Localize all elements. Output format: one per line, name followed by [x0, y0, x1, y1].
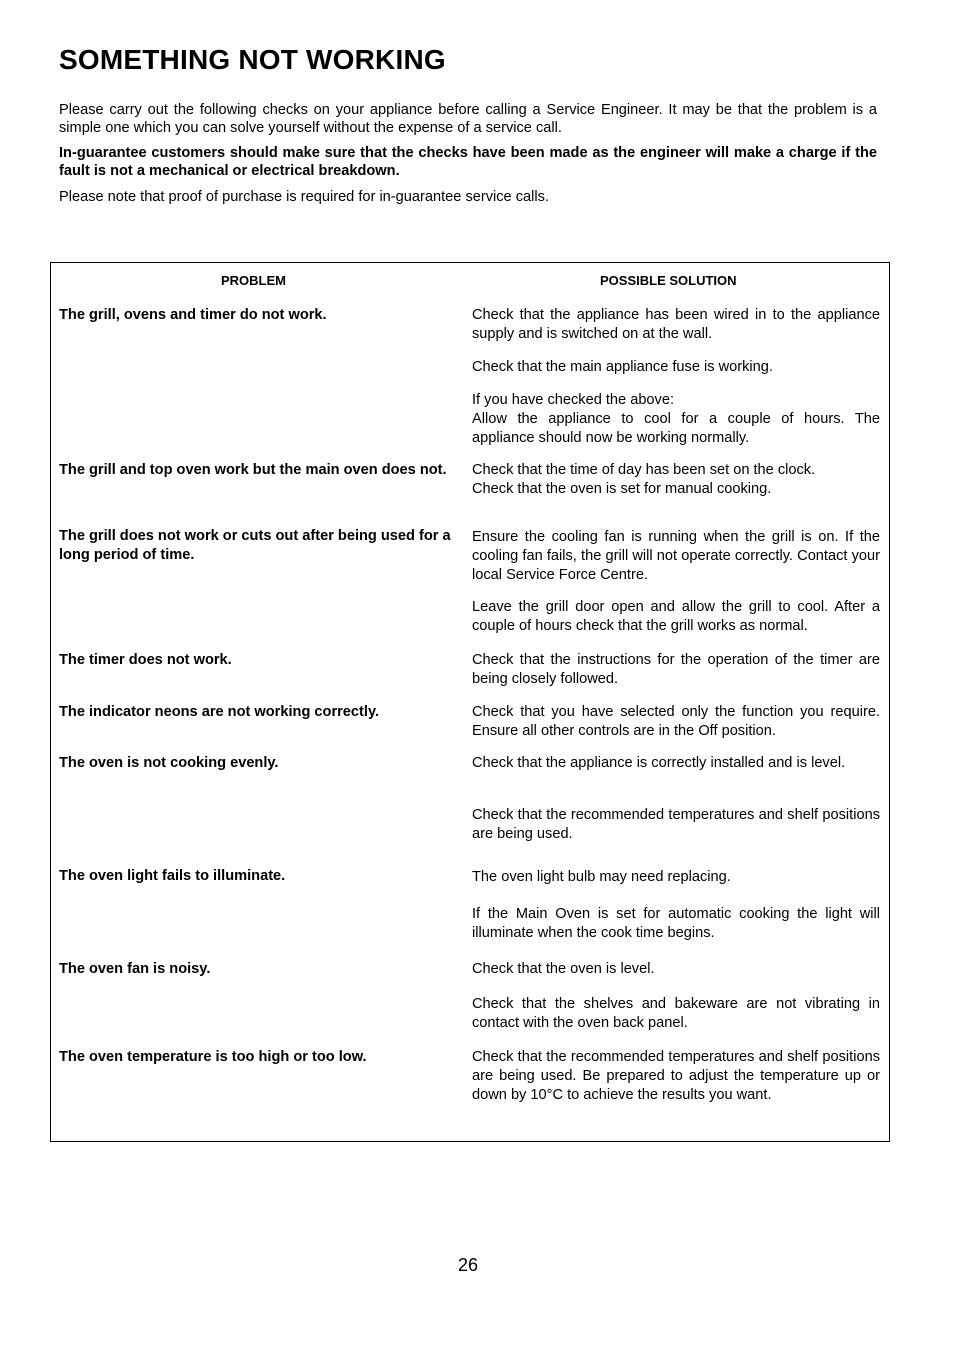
- solution-item: Check that the oven is set for manual cooking.: [472, 481, 772, 497]
- problem-item: The oven light fails to illuminate.: [59, 868, 286, 884]
- solution-item: Check that the appliance is correctly installed and is level.: [472, 755, 846, 771]
- problem-item: The grill and top oven work but the main oven does not.: [59, 462, 447, 478]
- solution-item: Check that the main appliance fuse is working.: [472, 359, 773, 375]
- solution-item: Check that the oven is level.: [472, 961, 655, 977]
- solution-item: If the Main Oven is set for automatic cooking the light will illuminate when the cook time begins.: [472, 906, 880, 941]
- page-title: SOMETHING NOT WORKING: [59, 44, 446, 75]
- solution-item: Check that you have selected only the function you require. Ensure all other controls are in the Off position.: [472, 704, 880, 739]
- solution-item: Check that the instructions for the operation of the timer are being closely followed.: [472, 652, 880, 687]
- problem-item: The timer does not work.: [59, 652, 232, 668]
- problem-item: The oven is not cooking evenly.: [59, 755, 279, 771]
- solution-item: Check that the time of day has been set on the clock.: [472, 462, 816, 478]
- solution-item: The oven light bulb may need replacing.: [472, 869, 731, 885]
- problem-item: The oven temperature is too high or too low.: [59, 1049, 367, 1065]
- page-number: 26: [457, 1255, 479, 1275]
- solution-item: Ensure the cooling fan is running when the grill is on. If the cooling fan fails, the grill will not operate correctly. Contact your local Service Force Centre.: [472, 529, 880, 583]
- problem-item: The grill, ovens and timer do not work.: [59, 307, 327, 323]
- solution-item: Check that the appliance has been wired in to the appliance supply and is switched on at the wall.: [472, 307, 880, 342]
- solution-item: Allow the appliance to cool for a couple of hours. The appliance should now be working normally.: [472, 411, 880, 446]
- problem-item: The oven fan is noisy.: [59, 961, 211, 977]
- guarantee-warning: In-guarantee customers should make sure that the checks have been made as the engineer will make a charge if the fault is not a mechanical or electrical breakdown.: [59, 145, 877, 179]
- problem-item: The grill does not work or cuts out after being used for a long period of time.: [59, 528, 451, 563]
- solution-column-header: POSSIBLE SOLUTION: [600, 273, 737, 288]
- solution-item: If you have checked the above:: [472, 392, 675, 408]
- intro-paragraph: Please carry out the following checks on your appliance before calling a Service Engineer. It may be that the problem is a simple one which you can solve yourself without the expense of a service call.: [59, 102, 877, 136]
- solution-item: Check that the shelves and bakeware are not vibrating in contact with the oven back panel.: [472, 996, 880, 1031]
- solution-item: Check that the recommended temperatures and shelf positions are being used. Be prepared to adjust the temperature up or down by 10°C to achieve the results you want.: [472, 1049, 880, 1103]
- problem-item: The indicator neons are not working correctly.: [59, 704, 380, 720]
- problem-column-header: PROBLEM: [221, 273, 286, 288]
- proof-of-purchase-note: Please note that proof of purchase is required for in-guarantee service calls.: [59, 189, 549, 205]
- solution-item: Check that the recommended temperatures and shelf positions are being used.: [472, 807, 880, 842]
- solution-item: Leave the grill door open and allow the grill to cool. After a couple of hours check that the grill works as normal.: [472, 599, 880, 634]
